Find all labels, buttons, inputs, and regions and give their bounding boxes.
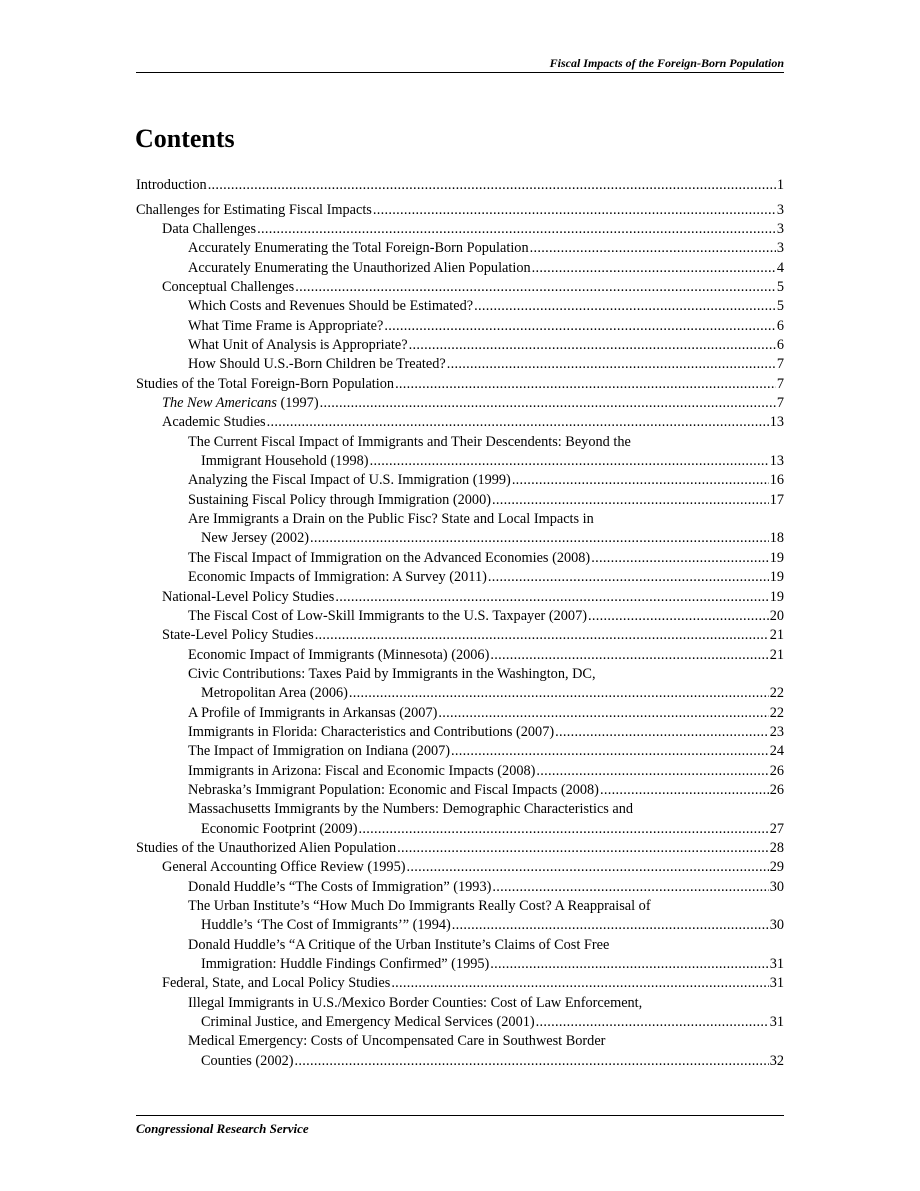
toc-entry-title: Immigration: Huddle Findings Confirmed” (1995)	[201, 956, 490, 973]
toc-entry[interactable]	[136, 878, 784, 897]
toc-entry[interactable]	[136, 588, 784, 607]
toc-page-number: 28	[769, 839, 784, 856]
toc-entry[interactable]	[136, 491, 784, 510]
toc-entry[interactable]	[136, 317, 784, 336]
toc-page-number: 3	[776, 240, 784, 257]
toc-page-number: 7	[776, 375, 784, 392]
toc-entry-text-line: Massachusetts Immigrants by the Numbers: Demographic Characteristics and	[188, 801, 634, 818]
toc-entry-title: Accurately Enumerating the Total Foreign-Born Population	[188, 240, 529, 257]
toc-page-number: 19	[769, 549, 784, 566]
toc-entry[interactable]	[136, 684, 784, 703]
toc-entry[interactable]	[136, 529, 784, 548]
toc-entry-title-rest: (1997)	[276, 395, 319, 412]
toc-entry-title: The Fiscal Cost of Low-Skill Immigrants to the U.S. Taxpayer (2007)	[188, 607, 587, 624]
dot-leader	[490, 955, 768, 974]
toc-entry-text-line: The Urban Institute’s “How Much Do Immigrants Really Cost? A Reappraisal of	[188, 898, 651, 915]
toc-entry-title: Conceptual Challenges	[162, 279, 295, 296]
toc-entry[interactable]	[136, 394, 784, 413]
toc-page-number: 26	[769, 781, 784, 798]
toc-entry-title: Huddle’s ‘The Cost of Immigrants’” (1994)	[201, 917, 451, 934]
dot-leader	[600, 781, 769, 800]
dot-leader	[492, 491, 769, 510]
toc-entry-title	[162, 394, 319, 413]
toc-entry[interactable]	[136, 549, 784, 568]
dot-leader	[438, 704, 768, 723]
toc-page-number: 16	[769, 472, 784, 489]
dot-leader	[335, 588, 768, 607]
dot-leader	[315, 626, 769, 645]
toc-page-number: 32	[769, 1052, 784, 1069]
toc-entry[interactable]	[136, 974, 784, 993]
toc-entry-title: Analyzing the Fiscal Impact of U.S. Immigration (1999)	[188, 472, 511, 489]
toc-entry[interactable]	[136, 820, 784, 839]
toc-entry[interactable]	[136, 297, 784, 316]
dot-leader	[395, 375, 776, 394]
toc-entry[interactable]	[136, 955, 784, 974]
toc-page-number: 26	[769, 762, 784, 779]
toc-page-number: 7	[776, 356, 784, 373]
toc-entry[interactable]	[136, 176, 784, 195]
toc-entry[interactable]	[136, 607, 784, 626]
toc-entry-text-line: Illegal Immigrants in U.S./Mexico Border Counties: Cost of Law Enforcement,	[188, 994, 643, 1011]
toc-entry[interactable]	[136, 355, 784, 374]
dot-leader	[373, 201, 776, 220]
toc-page-number: 31	[769, 956, 784, 973]
dot-leader	[452, 916, 769, 935]
toc-page-number: 7	[776, 395, 784, 412]
toc-entry-title: Academic Studies	[162, 414, 266, 431]
toc-entry[interactable]	[136, 568, 784, 587]
toc-entry-title: General Accounting Office Review (1995)	[162, 859, 406, 876]
toc-entry[interactable]	[136, 626, 784, 645]
dot-leader	[295, 278, 776, 297]
toc-entry-title: Counties (2002)	[201, 1052, 294, 1069]
toc-page-number: 21	[769, 646, 784, 663]
toc-entry-title: Criminal Justice, and Emergency Medical Services (2001)	[201, 1014, 535, 1031]
dot-leader	[208, 176, 776, 195]
toc-entry-title: Metropolitan Area (2006)	[201, 685, 348, 702]
toc-page-number: 6	[776, 317, 784, 334]
toc-entry-title: Which Costs and Revenues Should be Estimated?	[188, 298, 474, 315]
toc-entry[interactable]	[136, 278, 784, 297]
toc-page-number: 30	[769, 917, 784, 934]
toc-page-number: 4	[776, 259, 784, 276]
toc-entry-title: Immigrant Household (1998)	[201, 453, 369, 470]
toc-page-number: 23	[769, 723, 784, 740]
toc-entry[interactable]	[136, 259, 784, 278]
toc-entry-title: How Should U.S.-Born Children be Treated?	[188, 356, 446, 373]
dot-leader	[555, 723, 769, 742]
toc-entry-title: New Jersey (2002)	[201, 530, 309, 547]
toc-page-number: 31	[769, 1014, 784, 1031]
toc-entry-title: National-Level Policy Studies	[162, 588, 335, 605]
toc-entry[interactable]	[136, 413, 784, 432]
toc-entry-title: Immigrants in Arizona: Fiscal and Economic Impacts (2008)	[188, 762, 536, 779]
dot-leader	[409, 336, 776, 355]
dot-leader	[370, 452, 769, 471]
toc-entry-title: Accurately Enumerating the Unauthorized Alien Population	[188, 259, 531, 276]
toc-page-number: 30	[769, 878, 784, 895]
running-header-title: Fiscal Impacts of the Foreign-Born Population	[549, 56, 784, 70]
toc-entry-text-line: Medical Emergency: Costs of Uncompensated Care in Southwest Border	[188, 1033, 606, 1050]
toc-entry-title: Nebraska’s Immigrant Population: Economic and Fiscal Impacts (2008)	[188, 781, 599, 798]
toc-entry[interactable]	[136, 471, 784, 490]
toc-entry[interactable]	[136, 1052, 784, 1071]
toc-entry-text-line: Civic Contributions: Taxes Paid by Immigrants in the Washington, DC,	[188, 665, 596, 682]
toc-page-number: 5	[776, 298, 784, 315]
dot-leader	[512, 471, 769, 490]
toc-page-number: 13	[769, 453, 784, 470]
toc-entry-title: What Time Frame is Appropriate?	[188, 317, 384, 334]
dot-leader	[447, 355, 776, 374]
toc-entry-title: The Fiscal Impact of Immigration on the Advanced Economies (2008)	[188, 549, 591, 566]
toc-page-number: 18	[769, 530, 784, 547]
dot-leader	[536, 1013, 769, 1032]
toc-page-number: 17	[769, 491, 784, 508]
toc-entry-title: Economic Impact of Immigrants (Minnesota) (2006)	[188, 646, 490, 663]
dot-leader	[474, 297, 776, 316]
dot-leader	[451, 742, 769, 761]
toc-entry-title: Donald Huddle’s “The Costs of Immigration” (1993)	[188, 878, 492, 895]
toc-entry-title: Sustaining Fiscal Policy through Immigration (2000)	[188, 491, 491, 508]
dot-leader	[530, 239, 776, 258]
toc-entry-title: A Profile of Immigrants in Arkansas (2007)	[188, 704, 438, 721]
toc-entry[interactable]	[136, 742, 784, 761]
toc-entry-text-line: Donald Huddle’s “A Critique of the Urban Institute’s Claims of Cost Free	[188, 936, 610, 953]
toc-entry[interactable]	[136, 201, 784, 220]
toc-entry[interactable]	[136, 239, 784, 258]
toc-entry[interactable]	[136, 723, 784, 742]
toc-entry[interactable]	[136, 762, 784, 781]
footer-publisher: Congressional Research Service	[136, 1121, 309, 1136]
toc-page-number: 13	[769, 414, 784, 431]
dot-leader	[358, 820, 768, 839]
toc-entry-title: Economic Footprint (2009)	[201, 820, 358, 837]
dot-leader	[397, 839, 769, 858]
toc-entry-title: The Impact of Immigration on Indiana (2007)	[188, 743, 451, 760]
toc-entry[interactable]	[136, 858, 784, 877]
dot-leader	[407, 858, 769, 877]
toc-entry[interactable]	[136, 646, 784, 665]
toc-entry-title: What Unit of Analysis is Appropriate?	[188, 337, 408, 354]
dot-leader	[391, 974, 768, 993]
toc-page-number: 19	[769, 588, 784, 605]
toc-entry-title: Introduction	[136, 177, 207, 193]
toc-page-number: 5	[776, 279, 784, 296]
toc-entry-title: Federal, State, and Local Policy Studies	[162, 975, 391, 992]
toc-entry[interactable]	[136, 336, 784, 355]
dot-leader	[257, 220, 776, 239]
toc-entry[interactable]	[136, 839, 784, 858]
toc-page-number: 27	[769, 820, 784, 837]
dot-leader	[591, 549, 769, 568]
toc-page-number: 19	[769, 569, 784, 586]
toc-entry-title: Data Challenges	[162, 220, 257, 237]
dot-leader	[295, 1052, 769, 1071]
toc-page-number: 3	[776, 201, 784, 218]
dot-leader	[310, 529, 769, 548]
toc-entry-title-italic: The New Americans	[162, 395, 277, 412]
toc-entry-title: State-Level Policy Studies	[162, 627, 314, 644]
toc-page-number: 1	[776, 177, 784, 193]
toc-entry-title: Economic Impacts of Immigration: A Survey (2011)	[188, 569, 487, 586]
toc-entry-text-line: The Current Fiscal Impact of Immigrants and Their Descendents: Beyond the	[188, 433, 631, 450]
footer-rule	[136, 1115, 784, 1116]
toc-page-number: 22	[769, 685, 784, 702]
toc-entry[interactable]	[136, 452, 784, 471]
header-rule	[136, 72, 784, 73]
dot-leader	[488, 568, 769, 587]
dot-leader	[588, 607, 769, 626]
dot-leader	[267, 413, 769, 432]
toc-entry-title: Studies of the Unauthorized Alien Population	[136, 839, 397, 856]
toc-page-number: 3	[776, 220, 784, 237]
toc-page-number: 31	[769, 975, 784, 992]
toc-page-number: 20	[769, 607, 784, 624]
toc-entry[interactable]	[136, 781, 784, 800]
dot-leader	[492, 878, 768, 897]
dot-leader	[349, 684, 769, 703]
dot-leader	[536, 762, 768, 781]
toc-page-number: 22	[769, 704, 784, 721]
toc-entry-title: Challenges for Estimating Fiscal Impacts	[136, 201, 372, 218]
contents-heading: Contents	[135, 124, 235, 153]
dot-leader	[532, 259, 776, 278]
toc-entry-title: Immigrants in Florida: Characteristics and Contributions (2007)	[188, 723, 555, 740]
toc-entry-title: Studies of the Total Foreign-Born Population	[136, 375, 395, 392]
toc-page-number: 6	[776, 337, 784, 354]
toc-page-number: 29	[769, 859, 784, 876]
dot-leader	[384, 317, 775, 336]
toc-entry[interactable]	[136, 220, 784, 239]
table-of-contents	[136, 176, 784, 1071]
toc-entry[interactable]	[136, 375, 784, 394]
toc-page-number: 24	[769, 743, 784, 760]
dot-leader	[320, 394, 776, 413]
toc-entry[interactable]	[136, 916, 784, 935]
toc-entry[interactable]	[136, 1013, 784, 1032]
toc-page-number: 21	[769, 627, 784, 644]
toc-entry[interactable]	[136, 704, 784, 723]
dot-leader	[490, 646, 768, 665]
toc-entry-text-line: Are Immigrants a Drain on the Public Fisc? State and Local Impacts in	[188, 511, 594, 528]
